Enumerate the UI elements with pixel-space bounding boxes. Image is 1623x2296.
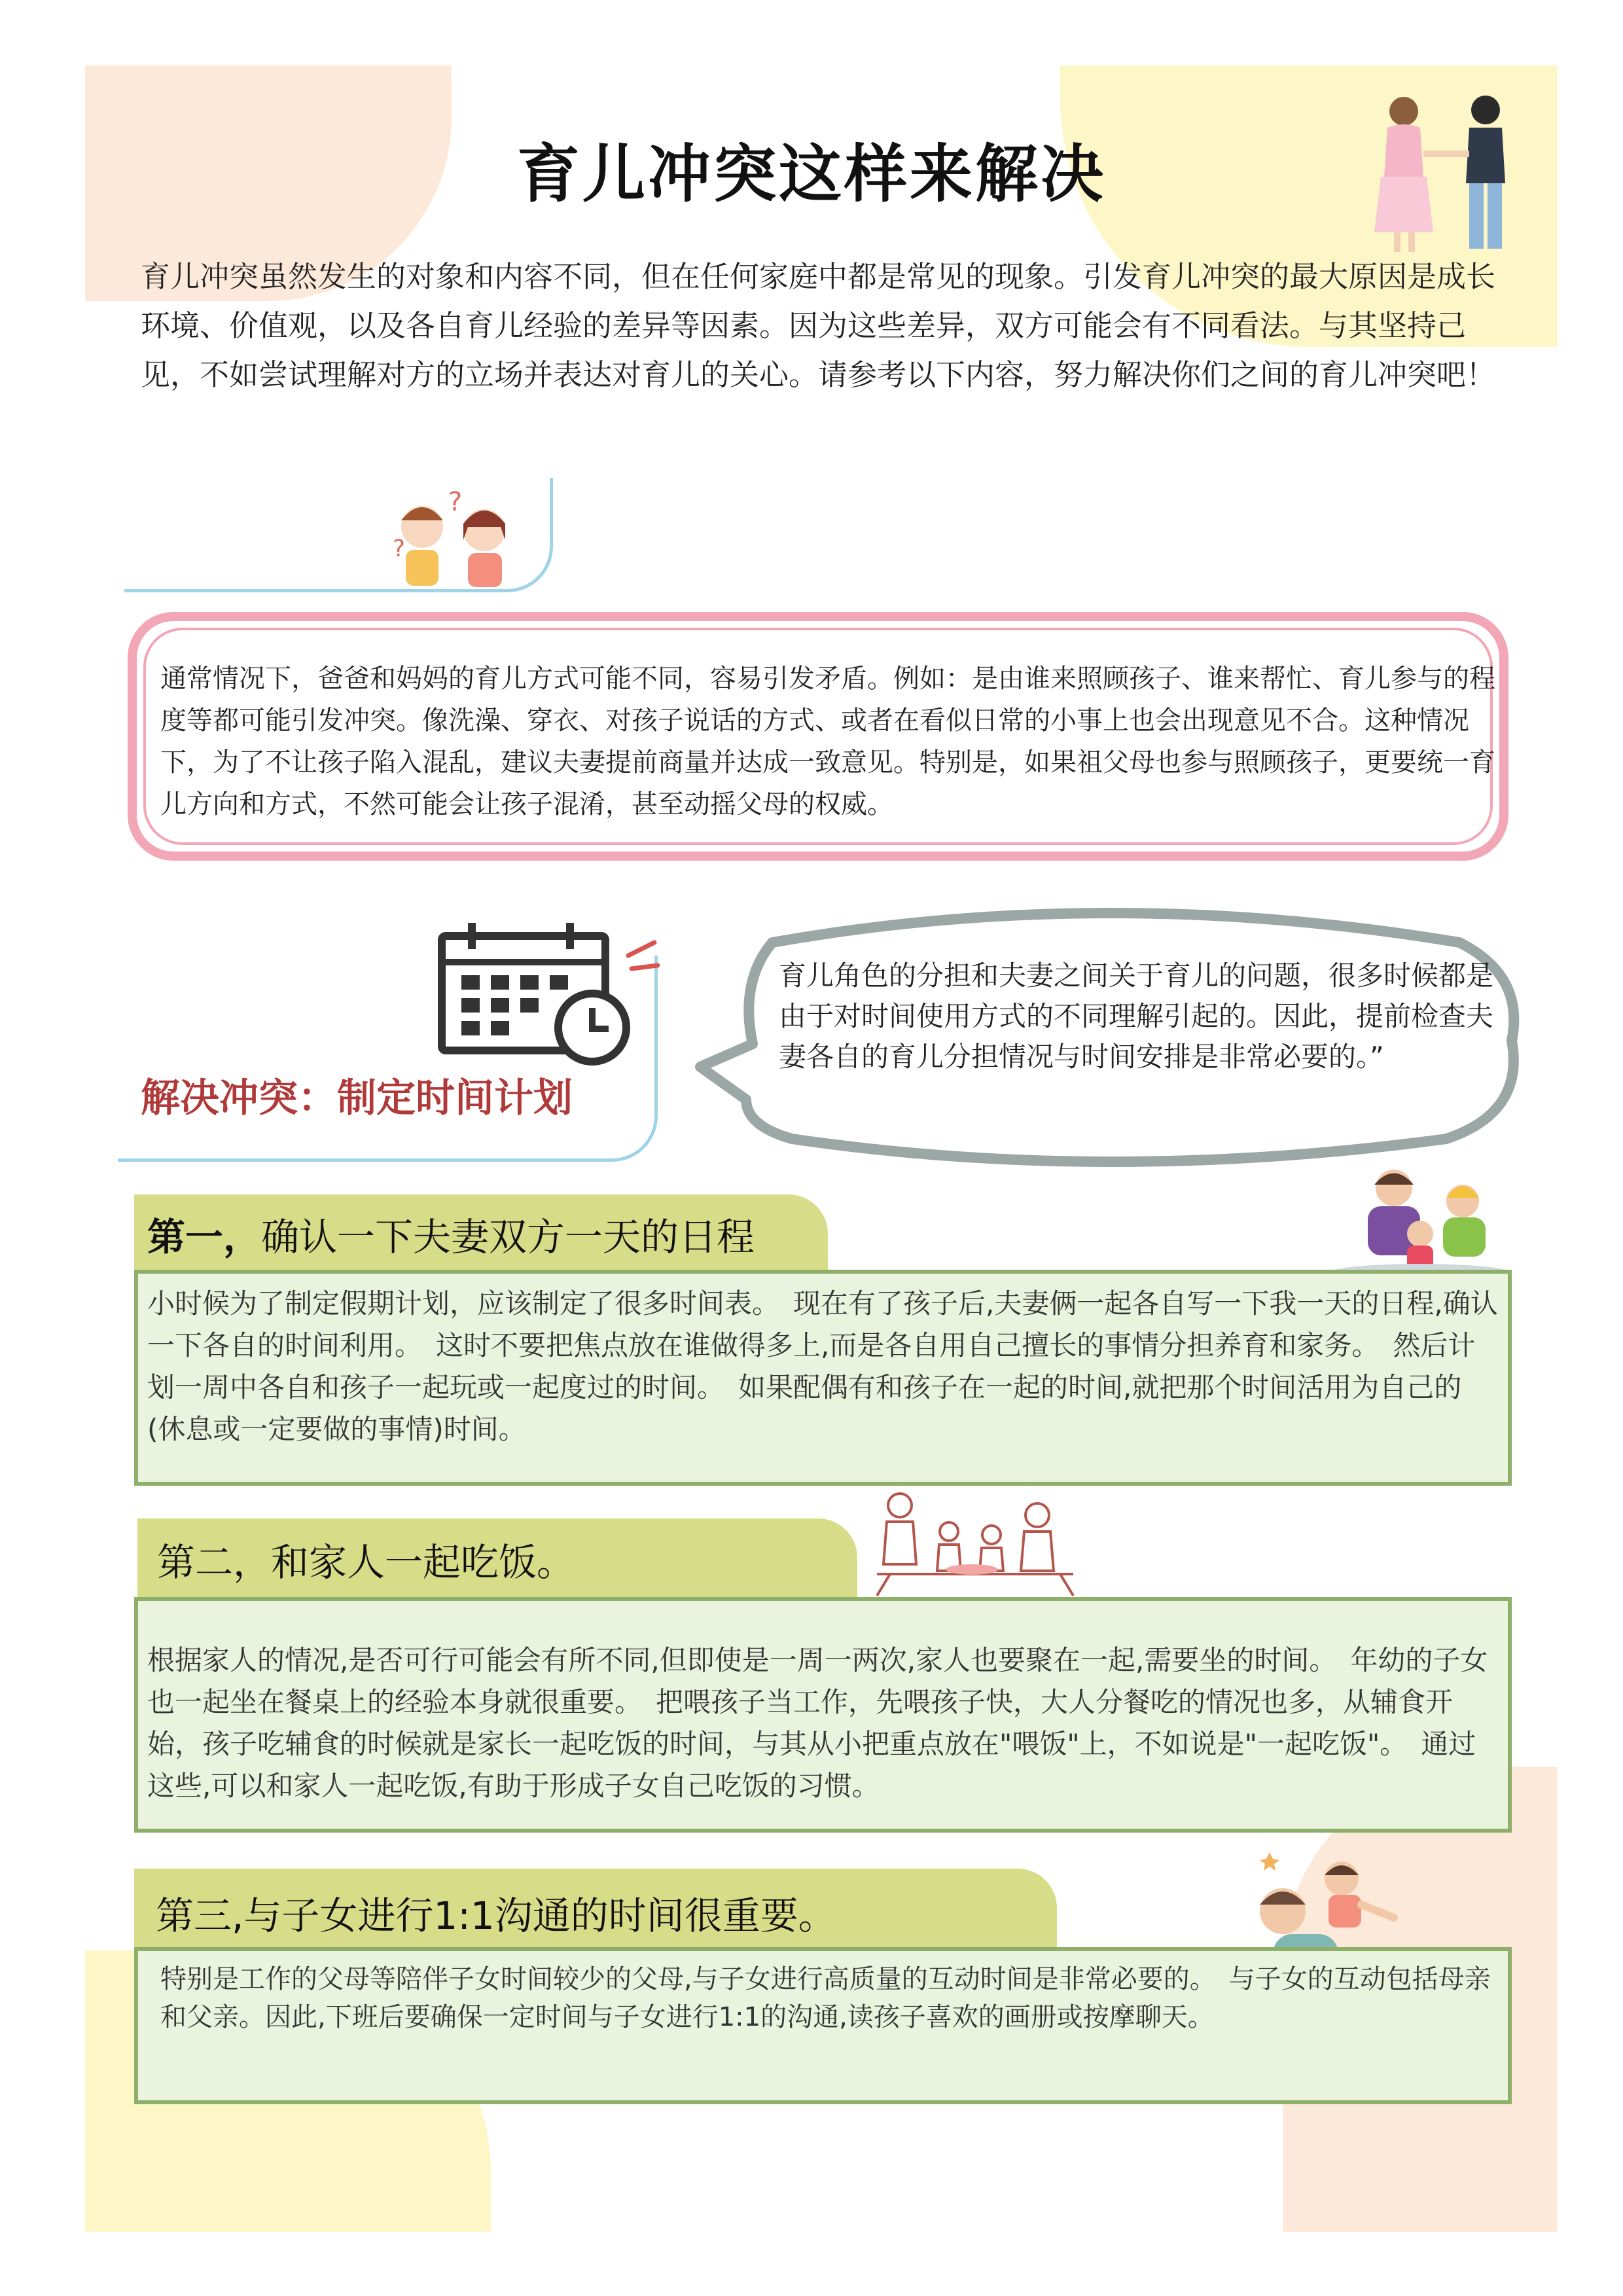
svg-text:?: ? (393, 535, 406, 562)
section-2-body: 根据家人的情况,是否可行可能会有所不同,但即使是一周一两次,家人也要聚在一起,需要坐的时间。 年幼的子女也一起坐在餐桌上的经验本身就很重要。 把喂孩子当工作，先喂孩子快，大人分餐吃的情况也多，从辅食开始，孩子吃辅食的时候就是家长一起吃饭的时间，与其从小把重点放在"喂饭"上，不如说是"一起吃饭"。 通过这些,可以和家人一起吃饭,有助于形成子女自己吃饭的习惯。 (147, 1644, 1488, 1802)
intro-paragraph: 育儿冲突虽然发生的对象和内容不同，但在任何家庭中都是常见的现象。引发育儿冲突的最大原因是成长环境、价值观，以及各自育儿经验的差异等因素。因为这些差异，双方可能会有不同看法。与其坚持己见，不如尝试理解对方的立场并表达对育儿的关心。请参考以下内容，努力解决你们之间的育儿冲突吧！ (141, 259, 1496, 392)
section-2-title-rest: 第二，和家人一起吃饭。 (157, 1540, 575, 1585)
confused-kids-illustration (386, 484, 530, 589)
section-1-title (147, 1206, 755, 1261)
page-title: 育儿冲突这样来解决 (517, 137, 1106, 211)
family-dinner-illustration (870, 1486, 1080, 1597)
couple-illustration (1361, 92, 1544, 262)
section-1-title-bold: 第一， (147, 1215, 262, 1259)
speech-cloud-text: 育儿角色的分担和夫妻之间关于育儿的问题，很多时候都是由于对时间使用方式的不同理解引起的。因此，提前检查夫妻各自的育儿分担情况与时间安排是非常必要的。” (779, 960, 1494, 1073)
section-2-title (157, 1532, 575, 1587)
solution-title: 解决冲突：制定时间计划 (141, 1075, 573, 1121)
section-1-body: 小时候为了制定假期计划，应该制定了很多时间表。 现在有了孩子后,夫妻俩一起各自写一下我一天的日程,确认一下各自的时间利用。 这时不要把焦点放在谁做得多上,而是各自用自己擅长的事情分担养育和家务。 然后计划一周中各自和孩子一起玩或一起度过的时间。 如果配偶有和孩子在一起的时间,就把那个时间活用为自己的(休息或一定要做的事情)时间。 (147, 1287, 1498, 1445)
section-3-title (156, 1885, 836, 1940)
calendar-clock-icon (432, 916, 668, 1067)
family-illustration (1322, 1162, 1512, 1283)
section-3-body: 特别是工作的父母等陪伴子女时间较少的父母,与子女进行高质量的互动时间是非常必要的。 与子女的互动包括母亲和父亲。因此,下班后要确保一定时间与子女进行1:1的沟通,读孩子喜欢的画册或按摩聊天。 (160, 1964, 1491, 2032)
section-1-title-rest: 确认一下夫妻双方一天的日程 (261, 1215, 755, 1259)
svg-text:?: ? (448, 487, 463, 517)
section-3-title-rest: 第三,与子女进行1:1沟通的时间很重要。 (156, 1893, 836, 1938)
pink-box-text: 通常情况下，爸爸和妈妈的育儿方式可能不同，容易引发矛盾。例如：是由谁来照顾孩子、谁来帮忙、育儿参与的程度等都可能引发冲突。像洗澡、穿衣、对孩子说话的方式、或者在看似日常的小事上也会出现意见不合。这种情况下，为了不让孩子陷入混乱，建议夫妻提前商量并达成一致意见。特别是，如果祖父母也参与照顾孩子，更要统一育儿方向和方式，不然可能会让孩子混淆，甚至动摇父母的权威。 (160, 664, 1495, 819)
